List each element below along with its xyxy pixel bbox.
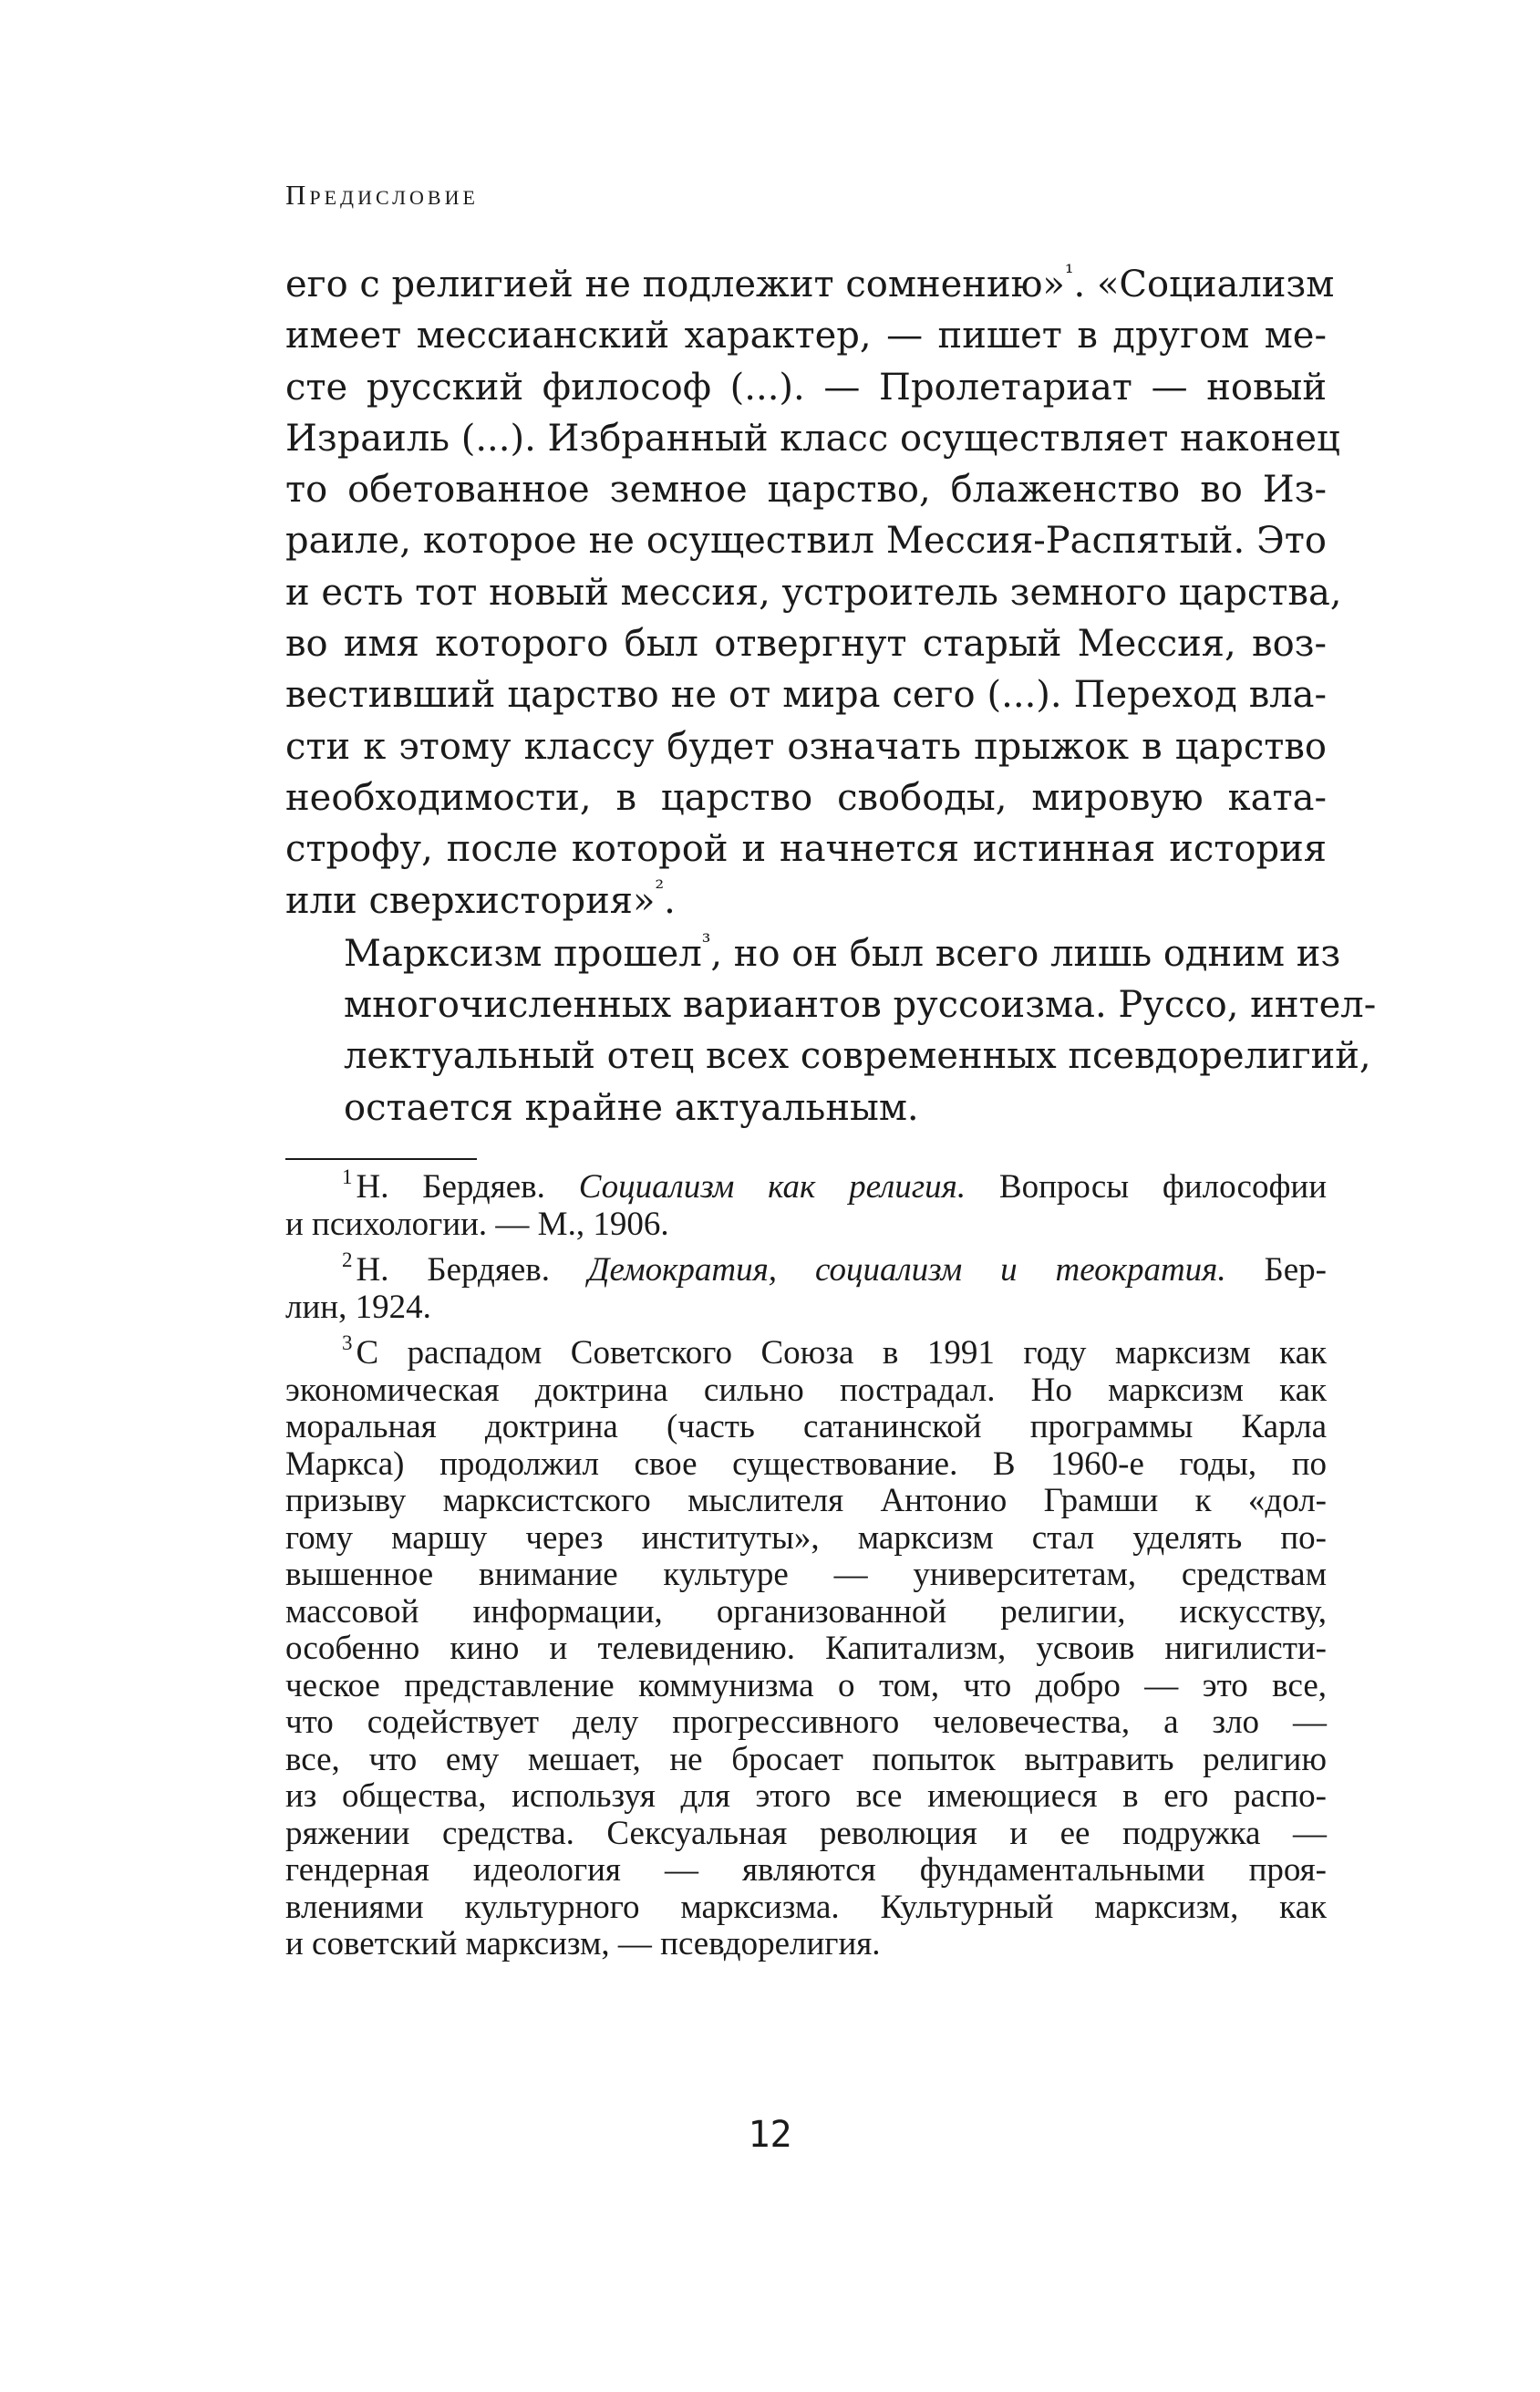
- text-line: $^3$ С распадом Советского Союза в 1991 году марксизм как: [342, 1331, 1327, 1372]
- footnote-3: [285, 1331, 1327, 1963]
- text-line: его с религией не подлежит сомнению»$^{^1}$. «Социализм: [285, 259, 1335, 305]
- text-line: массовой информации, организованной религии, искусству,: [285, 1592, 1327, 1631]
- footnote-mark: 3: [342, 1331, 353, 1354]
- text-line: лектуальный отец всех современных псевдорелигий,: [344, 1035, 1371, 1078]
- text-line: призыву марксистского мыслителя Антонио Грамши к «дол-: [285, 1482, 1327, 1519]
- text-line: из общества, используя для этого все имеющиеся в его распо-: [285, 1777, 1327, 1815]
- text-line: гендерная идеология — являются фундаментальными проя-: [285, 1851, 1327, 1889]
- text-line: имеет мессианский характер, — пишет в другом ме-: [285, 315, 1327, 357]
- text-line: $^2$ Н. Бердяев. Демократия, социализм и теократия. Бер-: [342, 1248, 1328, 1289]
- text-line: что содействует делу прогрессивного человечества, а зло —: [285, 1703, 1327, 1741]
- running-head: Предисловие: [285, 179, 479, 211]
- main-text: [285, 259, 1377, 1134]
- page-number: 12: [748, 2114, 792, 2156]
- paragraph-1: [285, 259, 1342, 927]
- text-line: то обетованное земное царство, блаженство во Из-: [285, 469, 1327, 512]
- text-line: лин, 1924.: [285, 1288, 431, 1326]
- text-line: и есть тот новый мессия, устроитель земного царства,: [285, 571, 1342, 614]
- text-line: раиле, которое не осуществил Мессия-Распятый. Это: [285, 520, 1327, 563]
- footnote-1: [285, 1165, 1328, 1243]
- text-line: все, что ему мешает, не бросает попыток вытравить религию: [285, 1740, 1327, 1778]
- work-title: Социализм как религия.: [578, 1168, 966, 1206]
- paragraph-2: [285, 928, 1377, 1134]
- text-line: остается крайне актуальным.: [344, 1086, 919, 1129]
- text-line: экономическая доктрина сильно пострадал. Но марксизм как: [285, 1371, 1327, 1409]
- text-line: и советский марксизм, — псевдорелигия.: [285, 1925, 881, 1962]
- work-title: Демократия, социализм и теократия.: [587, 1251, 1226, 1289]
- text-line: сте русский философ (...). — Пролетариат — новый: [285, 366, 1327, 409]
- text-line: строфу, после которой и начнется истинная история: [285, 828, 1327, 871]
- text-line: Израиль (...). Избранный класс осуществляет наконец: [285, 417, 1340, 460]
- text-line: Маркса) продолжил свое существование. В 1960-е годы, по: [285, 1445, 1327, 1483]
- footnotes: [285, 1165, 1328, 1973]
- text-line: сти к этому классу будет означать прыжок в царство: [285, 725, 1327, 768]
- text-line: ческое представление коммунизма о том, что добро — это все,: [285, 1666, 1327, 1704]
- footnote-mark: 2: [342, 1248, 353, 1271]
- text-line: необходимости, в царство свободы, мировую ката-: [285, 776, 1327, 819]
- footnote-ref-3[interactable]: ³: [701, 928, 711, 955]
- footnote-2: [285, 1248, 1328, 1326]
- text-line: вышенное внимание культуре — университетам, средствам: [285, 1556, 1327, 1593]
- text-line: и психологии. — М., 1906.: [285, 1205, 669, 1243]
- text-line: моральная доктрина (часть сатанинской программы Карла: [285, 1408, 1327, 1445]
- footnote-ref-2[interactable]: ²: [655, 875, 665, 902]
- text-line: $^1$ Н. Бердяев. Социализм как религия. Вопросы философии: [342, 1165, 1328, 1206]
- text-line: Марксизм прошел$^{^3}$, но он был всего лишь одним из: [344, 928, 1341, 975]
- text-line: во имя которого был отвергнут старый Мессия, воз-: [285, 623, 1327, 666]
- text-line: вестивший царство не от мира сего (...). Переход вла-: [285, 674, 1327, 717]
- footnote-ref-1[interactable]: ¹: [1064, 259, 1074, 285]
- footnote-divider: [285, 1158, 477, 1160]
- text-line: гому маршу через институты», марксизм стал уделять по-: [285, 1518, 1327, 1557]
- text-line: ряжении средства. Сексуальная революция и ее подружка —: [285, 1814, 1327, 1852]
- text-line: особенно кино и телевидению. Капитализм, усвоив нигилисти-: [285, 1630, 1327, 1667]
- text-line: или сверхистория»$^{^2}$.: [285, 875, 676, 922]
- text-line: многочисленных вариантов руссоизма. Руссо, интел-: [344, 984, 1377, 1027]
- text-line: влениями культурного марксизма. Культурный марксизм, как: [285, 1888, 1327, 1926]
- footnote-mark: 1: [342, 1165, 353, 1188]
